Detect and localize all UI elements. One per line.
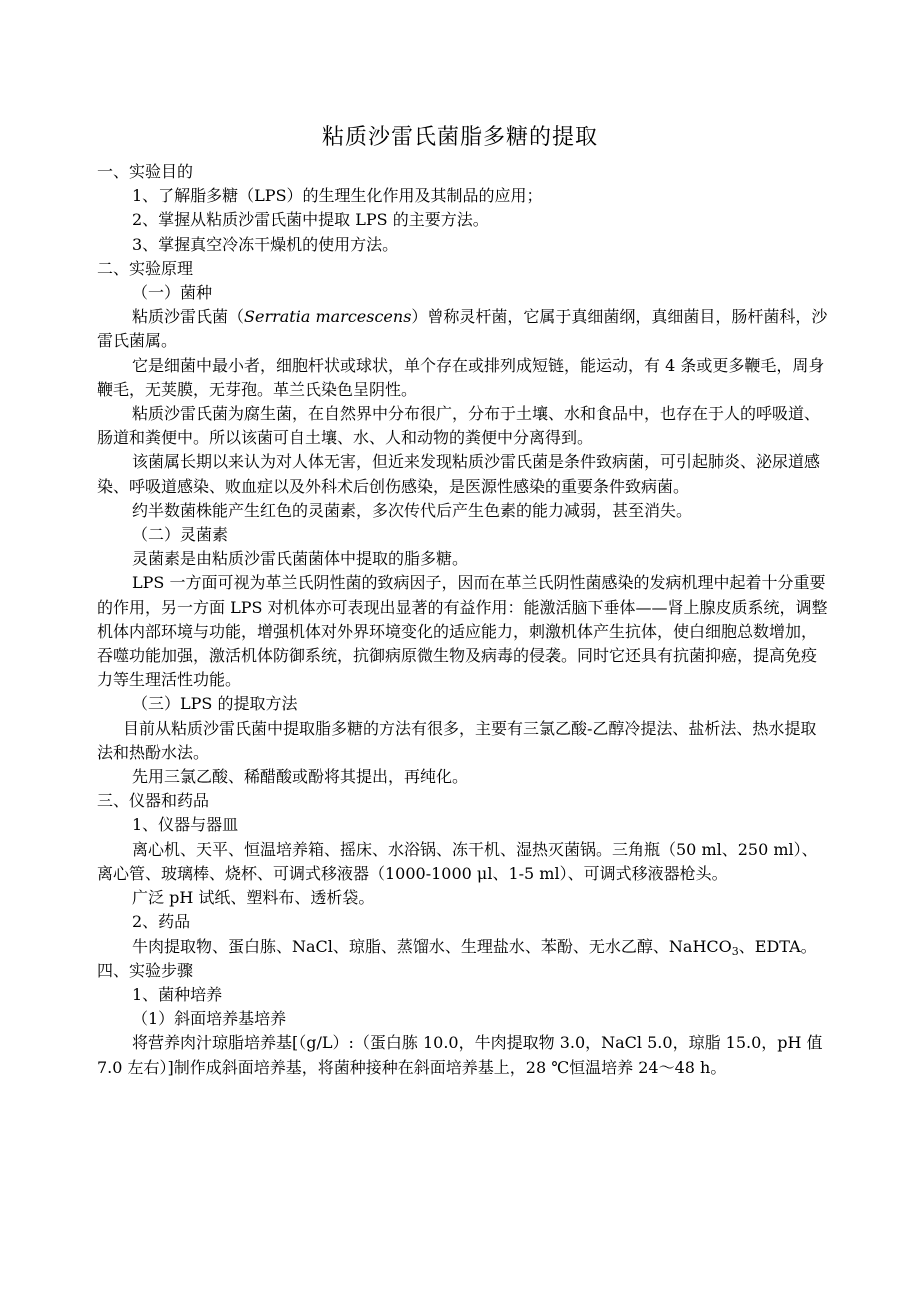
- paragraph: 该菌属长期以来认为对人体无害，但近来发现粘质沙雷氏菌是条件致病菌，可引起肺炎、泌尿道感染、呼吸道感染、败血症以及外科术后创伤感染，是医源性感染的重要条件致病菌。: [97, 452, 821, 496]
- section-heading: 三、仪器和药品: [97, 791, 210, 811]
- text-span: ）曾称灵杆菌，它属于真细菌纲，真细菌目，肠杆菌科，沙雷氏菌属。: [97, 307, 828, 351]
- list-item: 3、掌握真空冷冻干燥机的使用方法。: [132, 234, 399, 254]
- section-heading: 一、实验目的: [97, 162, 194, 181]
- paragraph: 它是细菌中最小者，细胞杆状或球状，单个存在或排列成短链，能运动，有 4 条或更多鞭毛，周身鞭毛，无荚膜，无芽孢。革兰氏染色呈阴性。: [97, 355, 825, 399]
- paragraph: 先用三氯乙酸、稀醋酸或酚将其提出，再纯化。: [132, 767, 469, 787]
- latin-name: Serratia marcescens: [244, 307, 412, 327]
- subsection-heading: （一）菌种: [132, 283, 213, 303]
- subsection-heading: 2、药品: [132, 912, 191, 932]
- paragraph: [97, 305, 830, 353]
- paragraph: 约半数菌株能产生红色的灵菌素，多次传代后产生色素的能力减弱，甚至消失。: [132, 500, 693, 520]
- text-span: 、EDTA。: [738, 936, 817, 956]
- document-body: [97, 160, 830, 1080]
- list-item: 1、了解脂多糖（LPS）的生理生化作用及其制品的应用；: [132, 186, 543, 206]
- paragraph: 粘质沙雷氏菌为腐生菌，在自然界中分布很广，分布于土壤、水和食品中，也存在于人的呼吸道、肠道和粪便中。所以该菌可自土壤、水、人和动物的粪便中分离得到。: [97, 404, 821, 448]
- section-heading: 二、实验原理: [97, 258, 194, 278]
- subsection-heading: 1、仪器与器皿: [132, 815, 239, 835]
- text-span: 牛肉提取物、蛋白胨、NaCl、琼脂、蒸馏水、生理盐水、苯酚、无水乙醇、NaHCO: [132, 936, 732, 956]
- subsection-heading: （二）灵菌素: [132, 525, 229, 545]
- text-span: 粘质沙雷氏菌（: [132, 307, 245, 327]
- paragraph: 目前从粘质沙雷氏菌中提取脂多糖的方法有很多，主要有三氯乙酸-乙醇冷提法、盐析法、热水提取法和热酚水法。: [97, 718, 817, 762]
- subsection-heading: 1、菌种培养: [132, 984, 223, 1004]
- subsection-heading: （三）LPS 的提取方法: [132, 694, 298, 714]
- list-item: 2、掌握从粘质沙雷氏菌中提取 LPS 的主要方法。: [132, 210, 489, 230]
- paragraph: 离心机、天平、恒温培养箱、摇床、水浴锅、冻干机、湿热灭菌锅。三角瓶（50 ml、250 ml）、离心管、玻璃棒、烧杯、可调式移液器（1000-1000 μl、1-5 ml）、可调式移液器枪头。: [97, 839, 818, 883]
- paragraph: LPS 一方面可视为革兰氏阴性菌的致病因子，因而在革兰氏阴性菌感染的发病机理中起着十分重要的作用，另一方面 LPS 对机体亦可表现出显著的有益作用：能激活脑下垂体——肾上腺皮质系统，调整机体内部环境与功能，增强机体对外界环境变化的适应能力，刺激机体产生抗体，使白细胞总数增加，吞噬功能加强，激活机体防御系统，抗御病原微生物及病毒的侵袭。同时它还具有抗菌抑癌，提高免疫力等生理活性功能。: [97, 573, 828, 690]
- paragraph: [97, 935, 830, 959]
- section-heading: 四、实验步骤: [97, 960, 194, 980]
- paragraph: 灵菌素是由粘质沙雷氏菌菌体中提取的脂多糖。: [132, 549, 469, 569]
- paragraph: 将营养肉汁琼脂培养基[（g/L）:（蛋白胨 10.0，牛肉提取物 3.0，NaCl 5.0，琼脂 15.0，pH 值 7.0 左右）]制作成斜面培养基，将菌种接种在斜面培养基上，28 ℃恒温培养 24～48 h。: [97, 1033, 828, 1077]
- subscript: 3: [731, 944, 739, 958]
- page-title: 粘质沙雷氏菌脂多糖的提取: [321, 125, 598, 150]
- paragraph: 广泛 pH 试纸、塑料布、透析袋。: [132, 888, 375, 908]
- subsection-heading: （1）斜面培养基培养: [132, 1009, 287, 1029]
